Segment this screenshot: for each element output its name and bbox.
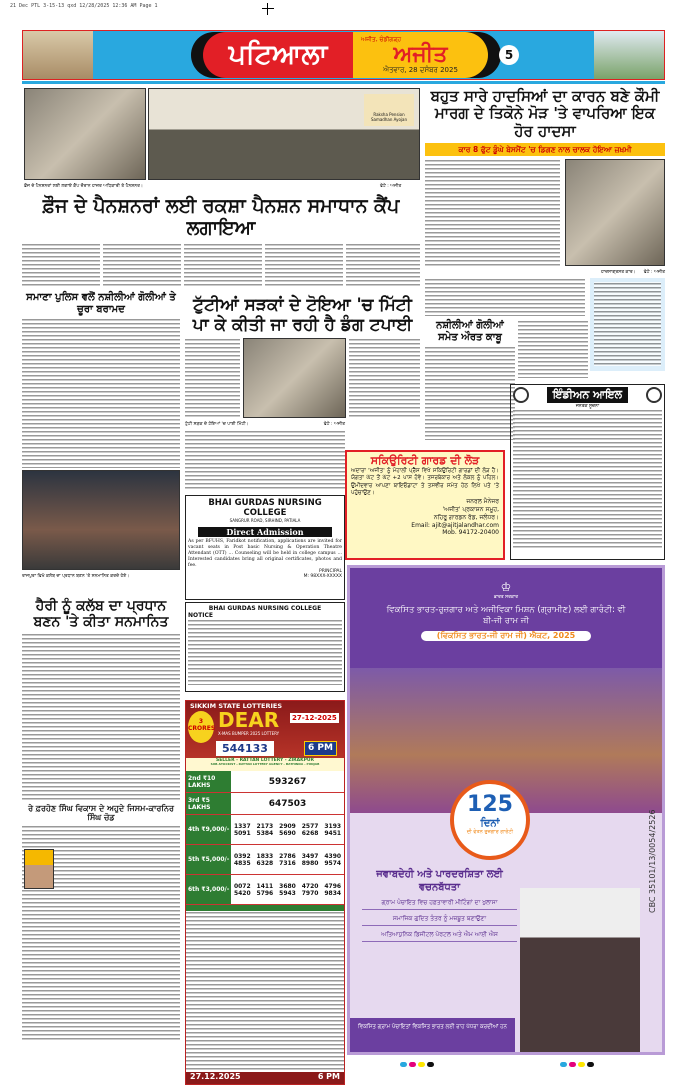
ad-body: ਅਦਾਰਾ 'ਅਜੀਤ' ਨੂੰ ਮੋਹਾਲੀ ਪ੍ਰੈੱਸ ਵਿਖੇ ਸਕਿਉਰਿਟੀ ਗਾਰਡਾਂ ਦੀ ਲੋੜ ਹੈ। ਯੋਗਤਾ ਘੱਟ ਤੋਂ ਘੱਟ +2 ਪਾਸ ਹੋਵੇ। ਤਜਰਬੇਕਾਰ ਅਤੇ ਲੋਕਲ ਨੂੰ ਪਹਿਲ। ਉਮੀਦਵਾਰ ਆਪਣਾ ਬਾਇਓਡਾਟਾ ਤੇ ਤਸਵੀਰ ਸਮੇਤ ਹੇਠ ਲਿਖੇ ਪਤੇ 'ਤੇ ਪਹੁੰਚਾਉਣ।: [351, 468, 499, 497]
prize-row: [186, 845, 344, 875]
ad-pledge: ਜਵਾਬਦੇਹੀ ਅਤੇ ਪਾਰਦਰਸ਼ਿਤਾ ਲਈ ਵਚਨਬੱਧਤਾ: [376, 869, 503, 893]
draw-date: 27-12-2025: [292, 714, 337, 722]
ad-point: ਗ੍ਰਾਮ ਪੰਚਾਇਤ ਵਿਚ ਹਫ਼ਤਾਵਾਰੀ ਮੀਟਿੰਗਾਂ ਦਾ ਖੁਲਾਸਾ: [362, 899, 517, 910]
story-accident: [425, 88, 665, 275]
ticket-number: 8980: [301, 859, 319, 867]
ad-body: As per BFUHS, Faridkot notification, applications are invited for vacant seats in Post basic Nursing & Operation Theatre Attendant (OTT) ... Counseling will be held in college campus ... Interested candidates bring all original certificates, photos and fee.: [188, 539, 342, 568]
photo-credit: ਫੋਟੋ : ਅਜੀਤ: [323, 422, 345, 428]
color-registration-marks: [560, 1062, 594, 1067]
story-pension: [22, 196, 420, 288]
ticket-number: 4390: [324, 852, 342, 860]
lottery-header: [186, 701, 344, 771]
ad-title: ਵਿਕਸਿਤ ਭਾਰਤ-ਰੁਜ਼ਗਾਰ ਅਤੇ ਅਜੀਵਿਕਾ ਮਿਸ਼ਨ (ਗ੍ਰਾਮੀਣ) ਲਈ ਗਾਰੰਟੀ: ਵੀ ਬੀ-ਜੀ ਰਾਮ ਜੀ: [386, 605, 626, 627]
ticket-number: 2577: [301, 822, 319, 830]
lottery-footer: 27.12.2025 6 PM: [186, 1072, 344, 1084]
article-body: [22, 318, 180, 468]
prize-row: [186, 815, 344, 845]
prize-row: [186, 793, 344, 815]
ad-points: [362, 899, 517, 942]
notice-body: [188, 619, 342, 685]
palace-image: [23, 31, 93, 79]
article-body: [22, 243, 420, 288]
article-body: [425, 159, 560, 266]
photo-caption: ਫ਼ੌਜ ਦੇ ਪੈਨਸ਼ਨਰਾਂ ਲਈ ਲਗਾਏ ਕੈਂਪ ਦੌਰਾਨ ਹਾਜ਼ਰ ਅਧਿਕਾਰੀ ਤੇ ਪੈਨਸ਼ਨਰ।: [24, 184, 143, 189]
crop-mark: [267, 3, 268, 15]
ad-phone: M: 98XXX-XXXXX: [303, 573, 342, 579]
ad-mobile: Mob. 94172-20400: [442, 528, 499, 536]
caption-row: [185, 421, 345, 427]
ticket-number: 2909: [279, 822, 296, 830]
article-body: [425, 346, 515, 440]
ad-signer: ਜਨਰਲ ਮੈਨੇਜਰ: [466, 497, 499, 505]
accident-row: [425, 159, 665, 266]
prize-numbers: [231, 799, 344, 809]
photo-credit: ਫੋਟੋ : ਅਜੀਤ: [643, 270, 665, 275]
news-photo-camp: [148, 88, 420, 180]
lottery-org: SIKKIM STATE LOTTERIES: [190, 702, 283, 710]
color-registration-marks: [400, 1062, 434, 1067]
ad-subtitle: ਜਨਤਕ ਸੂਚਨਾ: [575, 404, 600, 409]
security-guard-ad: [345, 450, 505, 560]
prize-label: 6th ₹3,000/-: [186, 875, 231, 904]
monument-image: [594, 31, 664, 79]
ticket-number: 0392: [233, 852, 251, 860]
emblem-icon: ♔: [500, 580, 512, 594]
crop-mark: [262, 8, 274, 9]
ticket-number: 3680: [279, 882, 296, 890]
ad-code: CBC 35101/13/0054/2526: [648, 809, 657, 913]
ticket-number: 9834: [324, 889, 342, 897]
ticket-number: 3497: [301, 852, 319, 860]
ticket-number: 4835: [233, 859, 251, 867]
ticket-number: 5091: [233, 829, 251, 837]
ticket-number: 5690: [279, 829, 296, 837]
banner-sign: Raksha Pension Samadhan Ayojan: [364, 94, 414, 126]
lottery-result-ad: [185, 700, 345, 1085]
article-body: [425, 278, 585, 316]
article-body: [349, 338, 420, 418]
headline-accident: ਬਹੁਤ ਸਾਰੇ ਹਾਦਸਿਆਂ ਦਾ ਕਾਰਨ ਬਣੇ ਕੌਮੀ ਮਾਰਗ ਦੇ ਤਿਕੋਨੇ ਮੋੜ 'ਤੇ ਵਾਪਰਿਆ ਇਕ ਹੋਰ ਹਾਦਸਾ: [430, 87, 660, 140]
photo-caption: ਰਾਜਪੁਰਾ ਵਿਖੇ ਕਲੱਬ ਦਾ ਪ੍ਰਧਾਨ ਬਣਨ 'ਤੇ ਸਨਮਾਨਿਤ ਕਰਦੇ ਹੋਏ।: [22, 574, 130, 579]
divider: [22, 81, 665, 84]
ticket-number: 2786: [279, 852, 296, 860]
ticket-number: 5384: [256, 829, 274, 837]
prize-numbers: [231, 853, 344, 867]
masthead-city: ਪਟਿਆਲਾ: [203, 32, 353, 78]
ad-title: ਇੰਡੀਅਨ ਆਇਲ: [547, 387, 628, 403]
headline-roads: ਟੁੱਟੀਆਂ ਸੜਕਾਂ ਦੇ ਟੋਇਆ 'ਚ ਮਿੱਟੀ ਪਾ ਕੇ ਕੀਤੀ ਜਾ ਰਹੀ ਹੈ ਡੰਗ ਟਪਾਈ: [192, 295, 413, 335]
125-days-badge: 125 ਦਿਨਾਂ ਦੀ ਵੇਤਨ ਰੁਜ਼ਗਾਰ ਗਾਰੰਟੀ: [450, 780, 530, 860]
ticket-number: 1337: [233, 822, 251, 830]
prize-label: 3rd ₹5 LAKHS: [186, 793, 231, 814]
masthead: [22, 30, 665, 80]
prize-table: [186, 911, 344, 1071]
lottery-subname: X-MAS BUMPER 2025 LOTTERY: [218, 731, 280, 736]
subhead-accident: ਕਾਰ 8 ਫੁੱਟ ਡੂੰਘੇ ਬੇਸਮੈਂਟ 'ਚ ਡਿਗਣ ਨਾਲ ਚਾਲਕ ਹੋਇਆ ਜ਼ਖ਼ਮੀ: [425, 143, 665, 156]
first-prize-ticket: 544133: [216, 741, 274, 756]
ticket-number: 3193: [324, 822, 342, 830]
ad-photo-pm: [520, 888, 640, 1053]
news-photo-road: [243, 338, 346, 418]
indian-oil-logo-icon: [646, 387, 662, 403]
headline-pension: ਫ਼ੌਜ ਦੇ ਪੈਨਸ਼ਨਰਾਂ ਲਈ ਰਕਸ਼ਾ ਪੈਨਸ਼ਨ ਸਮਾਧਾਨ ਕੈਂਪ ਲਗਾਇਆ: [42, 195, 400, 239]
print-slug: 21 Dec PTL 3-15-13 qxd 12/28/2025 12:36 AM Page 1: [10, 3, 158, 9]
ad-point: ਸਮਾਜਿਕ ਗੁਦਿਤ ਤੰਤਰ ਨੂੰ ਮਜ਼ਬੂਤ ਬਣਾਉਣਾ: [362, 915, 517, 926]
ad-address: ਨਹਿਰੂ ਗਾਰਡਨ ਰੋਡ, ਜਲੰਧਰ।: [433, 513, 499, 521]
roads-row: [185, 338, 420, 418]
notice-heading: NOTICE: [188, 612, 213, 619]
indian-oil-logo-icon: [513, 387, 529, 403]
ticket-number: 1833: [256, 852, 274, 860]
ad-footer: ਵਿਕਸਿਤ ਗ੍ਰਾਮ ਪੰਚਾਇਤਾਂ ਵਿਕਸਿਤ ਭਾਰਤ ਲਈ ਰਾਹ ਪੱਧਰਾ ਕਰਦੀਆਂ ਹਨ: [350, 1018, 515, 1052]
nursing-notice-ad: [185, 602, 345, 692]
highlight-box: [590, 278, 665, 371]
appointment-body: [22, 825, 180, 1040]
ticket-number: 1411: [256, 882, 274, 890]
headline-samana: ਸਮਾਣਾ ਪੁਲਿਸ ਵਲੋਂ ਨਸ਼ੀਲੀਆਂ ਗੋਲੀਆਂ ਤੇ ਚੂਰਾ ਬਰਾਮਦ: [26, 292, 176, 315]
story-harry: [22, 598, 180, 800]
prize-row: [186, 771, 344, 793]
article-body: [185, 338, 240, 418]
news-photo-car: [565, 159, 665, 266]
lottery-name: DEAR: [218, 708, 280, 732]
person-photo: [24, 849, 54, 889]
ad-signer: PRINCIPAL: [318, 568, 342, 574]
ticket-number: 4720: [301, 882, 319, 890]
edition: ਅਜੀਤ, ਚੰਡੀਗੜ੍ਹ: [361, 36, 402, 43]
notice-title: BHAI GURDAS NURSING COLLEGE: [208, 605, 322, 612]
headline-appointment: ਰੇ ਫ਼ਰਹੋਣ ਸਿੰਘ ਵਿਕਾਸ ਦੇ ਅਹੁਦੇ ਜਿਸਮ-ਕਾਰਨਿਰ ਸਿੰਘ ਚੋਡ: [28, 804, 174, 823]
photo-credit: ਫੋਟੋ : ਅਜੀਤ: [380, 184, 402, 189]
ad-org: 'ਅਜੀਤ' ਪ੍ਰਕਾਸ਼ਨ ਸਮੂਹ,: [442, 505, 499, 513]
ad-email: Email: ajit@ajitjalandhar.com: [411, 521, 499, 529]
ticket-number: 2173: [256, 822, 274, 830]
prize-numbers: [231, 823, 344, 837]
ticket-number: 9574: [324, 859, 342, 867]
ticket-number: 7316: [279, 859, 296, 867]
seller-info: SELLER - RATTAN LOTTERY - ZIRAKPUR SUB-STOCKIST - RATTAN LOTTERY AGENCY - BATHINDA - PUNJAB: [186, 758, 344, 771]
ticket-number: 6268: [301, 829, 319, 837]
headline-woman: ਨਸ਼ੀਲੀਆਂ ਗੋਲੀਆਂ ਸਮੇਤ ਔਰਤ ਕਾਬੂ: [436, 320, 504, 343]
ad-act: (ਵਿਕਸਿਤ ਭਾਰਤ-ਜੀ ਰਾਮ ਜੀ) ਐਕਟ, 2025: [421, 631, 591, 641]
ticket-number: 0072: [233, 882, 251, 890]
story-appointment: [22, 804, 180, 1040]
nursing-college-ad: [185, 495, 345, 600]
article-body: [518, 320, 588, 378]
government-ad: [347, 565, 665, 1055]
first-prize-amount: 3 CRORES: [188, 711, 214, 743]
paper-name: ਅਜੀਤ: [393, 42, 448, 67]
emblem-label: ਭਾਰਤ ਸਰਕਾਰ: [493, 595, 519, 600]
prize-numbers: [231, 777, 344, 787]
ticket-number: 9451: [324, 829, 342, 837]
news-photo-club: [22, 470, 180, 570]
ticket-number: 593267: [268, 776, 307, 787]
caption-row: [425, 269, 665, 275]
ticket-number: 7970: [301, 889, 319, 897]
news-photo-pensioners: [24, 88, 146, 180]
ad-title: BHAI GURDAS NURSING COLLEGE: [208, 498, 322, 518]
prize-label: 2nd ₹10 LAKHS: [186, 771, 231, 792]
ad-address: SANGRUR ROAD, SIRHIND, PATIALA: [229, 518, 301, 523]
draw-time: 6 PM: [304, 741, 337, 756]
headline-harry: ਹੈਰੀ ਨੂੰ ਕਲੱਬ ਦਾ ਪ੍ਰਧਾਨ ਬਣਨ 'ਤੇ ਕੀਤਾ ਸਨਮਾਨਿਤ: [33, 598, 169, 631]
story-woman: [425, 320, 515, 440]
photo-caption: ਟੁੱਟੀ ਸੜਕ ਦੇ ਟੋਇਆਂ 'ਚ ਪਾਈ ਮਿੱਟੀ।: [185, 422, 249, 428]
ad-point: ਅਤਿਆਧੁਨਿਕ ਡਿਜੀਟਲ ਪੋਰਟਲ ਅਤੇ ਐਮ ਆਈ ਐਸ: [362, 931, 517, 942]
ticket-number: 5796: [256, 889, 274, 897]
issue-date: ਐਤਵਾਰ, 28 ਦਸੰਬਰ 2025: [383, 66, 458, 74]
ticket-number: 647503: [268, 798, 307, 809]
prize-numbers: [231, 883, 344, 897]
story-samana: [22, 292, 180, 468]
prize-label: 5th ₹5,000/-: [186, 845, 231, 874]
prize-label: 4th ₹9,000/-: [186, 815, 231, 844]
ticket-number: 6328: [256, 859, 274, 867]
ticket-number: 5943: [279, 889, 296, 897]
ad-title: ਸਕਿਉਰਿਟੀ ਗਾਰਡ ਦੀ ਲੋੜ: [370, 454, 480, 467]
article-body: [22, 633, 180, 800]
ad-body: [513, 409, 662, 549]
ticket-number: 4796: [324, 882, 342, 890]
masthead-title-block: [353, 32, 488, 78]
page-number: 5: [499, 45, 519, 65]
indian-oil-ad: [510, 384, 665, 560]
article-body: [185, 430, 345, 491]
photo-caption: ਹਾਦਸਾਗ੍ਰਸਤ ਕਾਰ।: [601, 270, 636, 275]
prize-row: [186, 875, 344, 905]
ad-banner: Direct Admission: [198, 527, 332, 537]
prize-list: [186, 771, 344, 905]
ticket-number: 5420: [233, 889, 251, 897]
